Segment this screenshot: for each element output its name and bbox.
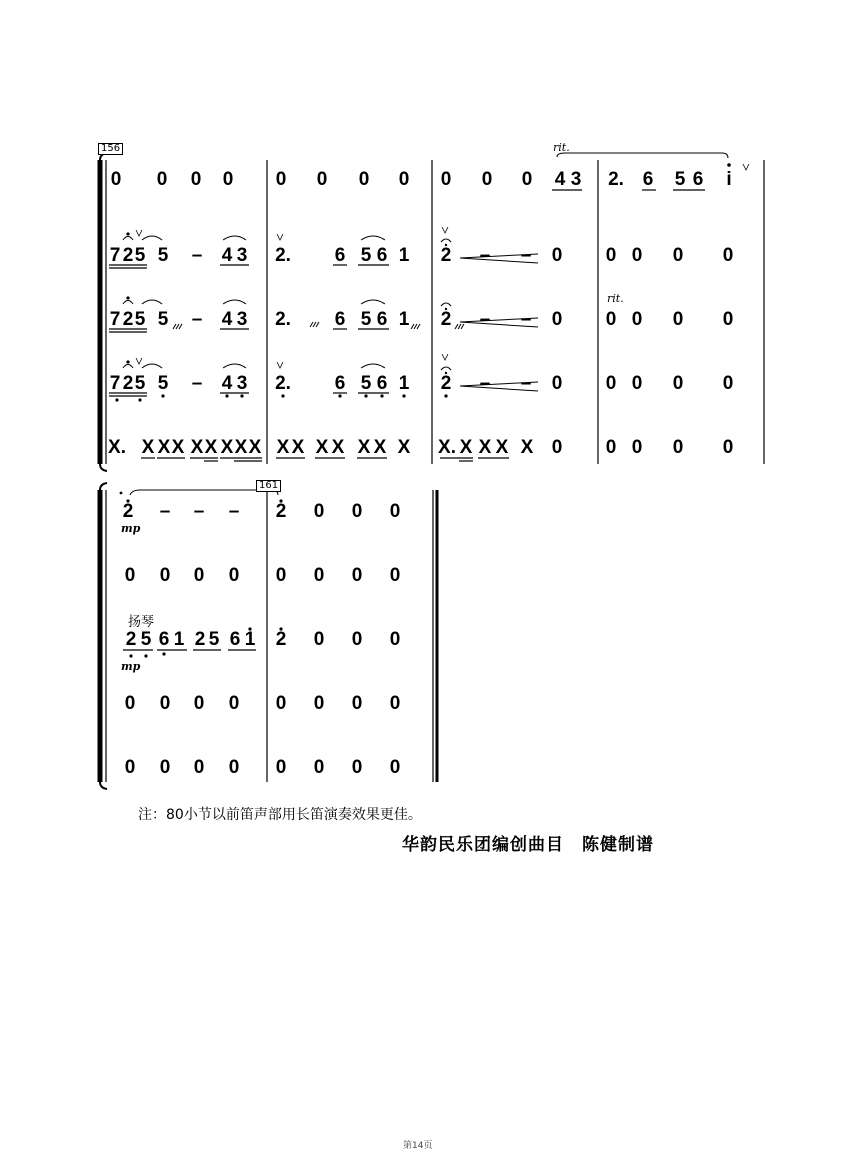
note: 7	[109, 309, 121, 330]
note: X	[220, 437, 234, 458]
note: 0	[351, 565, 363, 586]
note: X	[495, 437, 509, 458]
note: 0	[275, 757, 287, 778]
note: 0	[228, 757, 240, 778]
note: –	[520, 309, 532, 330]
note: 0	[551, 373, 563, 394]
note: X	[204, 437, 218, 458]
note: 2.	[275, 373, 291, 394]
note: 3	[236, 373, 248, 394]
note: 0	[631, 309, 643, 330]
note: 5	[208, 629, 220, 650]
note: 2	[440, 245, 452, 266]
note: 5	[360, 245, 372, 266]
note: 4	[221, 309, 233, 330]
note: 0	[722, 309, 734, 330]
note: –	[479, 373, 491, 394]
note: 2.	[275, 245, 291, 266]
note: 2	[125, 629, 137, 650]
note: 5	[134, 245, 146, 266]
note: 0	[228, 565, 240, 586]
note: 1	[398, 245, 410, 266]
note: 0	[389, 565, 401, 586]
note: X	[248, 437, 262, 458]
note: 0	[190, 169, 202, 190]
note: 1	[173, 629, 185, 650]
note: 6	[334, 309, 346, 330]
note: 7	[109, 245, 121, 266]
note: 5	[157, 309, 169, 330]
note: 0	[313, 565, 325, 586]
note: 0	[440, 169, 452, 190]
note: 0	[156, 169, 168, 190]
note: 0	[605, 437, 617, 458]
note: –	[479, 309, 491, 330]
note: X	[190, 437, 204, 458]
page-number: 第14页	[403, 1141, 433, 1151]
note: 0	[159, 693, 171, 714]
note: 0	[124, 565, 136, 586]
note: 0	[551, 309, 563, 330]
rehearsal-mark-161: 161	[256, 480, 281, 492]
note: 0	[275, 565, 287, 586]
note: 0	[605, 309, 617, 330]
note: 0	[316, 169, 328, 190]
instrument-label: 扬琴	[128, 615, 155, 630]
note: 0	[389, 757, 401, 778]
note: –	[193, 501, 205, 522]
note: 2	[122, 501, 134, 522]
note: 0	[722, 373, 734, 394]
note: 5	[157, 245, 169, 266]
note: 2.	[608, 169, 624, 190]
note: 0	[389, 501, 401, 522]
note: X.	[108, 437, 126, 458]
note: 0	[672, 309, 684, 330]
note: 5	[140, 629, 152, 650]
note: 0	[313, 629, 325, 650]
note: 0	[351, 501, 363, 522]
note: 0	[605, 245, 617, 266]
note: X	[276, 437, 290, 458]
note: X	[478, 437, 492, 458]
note: 5	[134, 373, 146, 394]
note: 0	[389, 693, 401, 714]
note: 2	[275, 629, 287, 650]
note: 0	[313, 757, 325, 778]
note: 0	[351, 757, 363, 778]
note: 2	[275, 501, 287, 522]
note: X	[291, 437, 305, 458]
note: 0	[672, 437, 684, 458]
note: 4	[221, 373, 233, 394]
note: –	[520, 245, 532, 266]
note: 0	[159, 565, 171, 586]
note: –	[159, 501, 171, 522]
ritardando-marking-2: rit.	[607, 292, 624, 305]
note: 0	[313, 693, 325, 714]
note: 0	[358, 169, 370, 190]
note: –	[228, 501, 240, 522]
note: 4	[221, 245, 233, 266]
note: 0	[351, 693, 363, 714]
note: 0	[722, 245, 734, 266]
note: 6	[376, 309, 388, 330]
note: 6	[376, 373, 388, 394]
note: 2	[194, 629, 206, 650]
note: X	[331, 437, 345, 458]
note: 2.	[275, 309, 291, 330]
note: 6	[642, 169, 654, 190]
note: X	[315, 437, 329, 458]
note: 0	[313, 501, 325, 522]
note: 2	[122, 245, 134, 266]
note: X	[520, 437, 534, 458]
note: 0	[193, 693, 205, 714]
note: 0	[275, 169, 287, 190]
note: –	[520, 373, 532, 394]
ritardando-marking: rit.	[553, 141, 570, 154]
note: 6	[334, 373, 346, 394]
note: 0	[193, 757, 205, 778]
credits: 华韵民乐团编创曲目 陈健制谱	[402, 835, 654, 855]
note: X	[234, 437, 248, 458]
note: –	[191, 373, 203, 394]
note: 5	[674, 169, 686, 190]
note: 0	[631, 437, 643, 458]
note: 3	[236, 309, 248, 330]
note: X	[357, 437, 371, 458]
note: 0	[672, 245, 684, 266]
note: 3	[570, 169, 582, 190]
rehearsal-mark-156: 156	[98, 143, 123, 155]
note: 6	[692, 169, 704, 190]
note: 1	[398, 309, 410, 330]
note: 0	[551, 437, 563, 458]
note: 6	[376, 245, 388, 266]
note: 5	[157, 373, 169, 394]
note: X	[171, 437, 185, 458]
note: X	[397, 437, 411, 458]
footnote: 注：80小节以前笛声部用长笛演奏效果更佳。	[138, 807, 422, 823]
note: 0	[351, 629, 363, 650]
note: 2	[122, 309, 134, 330]
note: 0	[222, 169, 234, 190]
note: 0	[275, 693, 287, 714]
dynamic-mp-2: mp	[121, 660, 141, 673]
note: 5	[360, 309, 372, 330]
note: 2	[440, 373, 452, 394]
note: 0	[722, 437, 734, 458]
note: X	[459, 437, 473, 458]
note: –	[191, 245, 203, 266]
note: 1	[398, 373, 410, 394]
note: 0	[389, 629, 401, 650]
note: 1	[244, 629, 256, 650]
note: 0	[605, 373, 617, 394]
note: 6	[229, 629, 241, 650]
note: 7	[109, 373, 121, 394]
note: 0	[159, 757, 171, 778]
note: 0	[193, 565, 205, 586]
note: 0	[398, 169, 410, 190]
note: 0	[481, 169, 493, 190]
note: X	[157, 437, 171, 458]
note: 0	[631, 373, 643, 394]
note: X.	[438, 437, 456, 458]
note: 0	[521, 169, 533, 190]
note: –	[479, 245, 491, 266]
note: 4	[554, 169, 566, 190]
note: 6	[334, 245, 346, 266]
dynamic-mp: mp	[121, 522, 141, 535]
note: 6	[158, 629, 170, 650]
note: 0	[551, 245, 563, 266]
note: 2	[440, 309, 452, 330]
note: 5	[134, 309, 146, 330]
note: 3	[236, 245, 248, 266]
note: 0	[672, 373, 684, 394]
note: 0	[110, 169, 122, 190]
note: 0	[124, 757, 136, 778]
note: X	[373, 437, 387, 458]
note: i	[726, 169, 732, 190]
note: 2	[122, 373, 134, 394]
note: 5	[360, 373, 372, 394]
note: X	[141, 437, 155, 458]
note: 0	[124, 693, 136, 714]
note: 0	[228, 693, 240, 714]
note: 0	[631, 245, 643, 266]
note: –	[191, 309, 203, 330]
